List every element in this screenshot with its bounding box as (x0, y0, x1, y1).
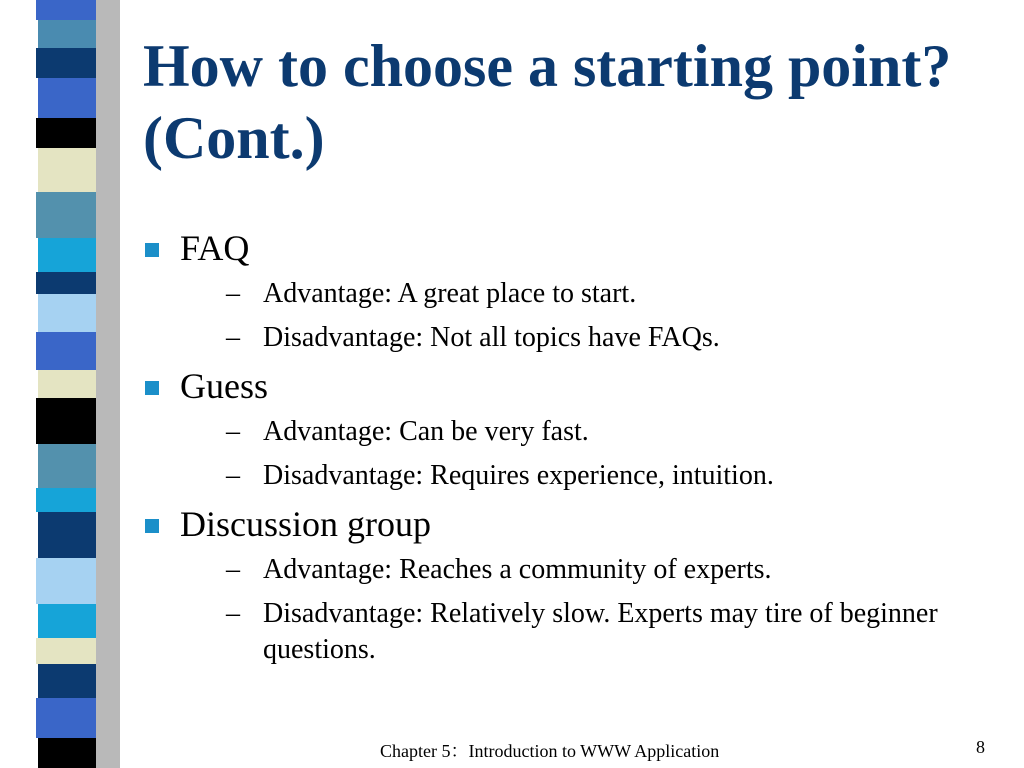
dash-bullet: – (226, 598, 240, 629)
sub-list (180, 276, 943, 356)
bullet-label: Discussion group (180, 504, 431, 544)
sub-item (180, 276, 963, 312)
page-number: 8 (976, 737, 985, 757)
bullet-label: Guess (180, 366, 268, 406)
slide-title (143, 30, 1003, 174)
strip-blocks (36, 0, 96, 768)
sub-item (180, 458, 963, 494)
slide-title-line-2: (Cont.) (143, 105, 325, 171)
dash-bullet: – (226, 322, 240, 353)
strip-shadow (95, 0, 120, 768)
square-bullet-icon (145, 381, 159, 395)
bullet-item-guess (143, 364, 943, 494)
sub-list (180, 414, 943, 494)
dash-bullet: – (226, 416, 240, 447)
sub-item (180, 320, 963, 356)
sub-item (180, 596, 963, 668)
bullet-item-faq (143, 226, 943, 356)
bullet-label: FAQ (180, 228, 250, 268)
sub-item-text: Disadvantage: Relatively slow. Experts may tire of beginner questions. (263, 598, 938, 665)
dash-bullet: – (226, 278, 240, 309)
sub-item (180, 552, 963, 588)
sub-item-text: Advantage: A great place to start. (263, 278, 637, 309)
footer-chapter-text: Chapter 5：Introduction to WWW Application (380, 741, 720, 761)
sub-item-text: Disadvantage: Not all topics have FAQs. (263, 322, 720, 353)
slide-footer (0, 734, 1024, 762)
sub-list (180, 552, 943, 668)
sub-item (180, 414, 963, 450)
square-bullet-icon (145, 243, 159, 257)
bullet-list (143, 226, 943, 676)
dash-bullet: – (226, 460, 240, 491)
sub-item-text: Disadvantage: Requires experience, intuition. (263, 460, 774, 491)
slide-title-line-1: How to choose a starting point? (143, 33, 952, 99)
sub-item-text: Advantage: Reaches a community of experts. (263, 554, 772, 585)
square-bullet-icon (145, 519, 159, 533)
dash-bullet: – (226, 554, 240, 585)
bullet-item-discussion-group (143, 502, 943, 668)
decorative-strip (0, 0, 120, 768)
sub-item-text: Advantage: Can be very fast. (263, 416, 589, 447)
